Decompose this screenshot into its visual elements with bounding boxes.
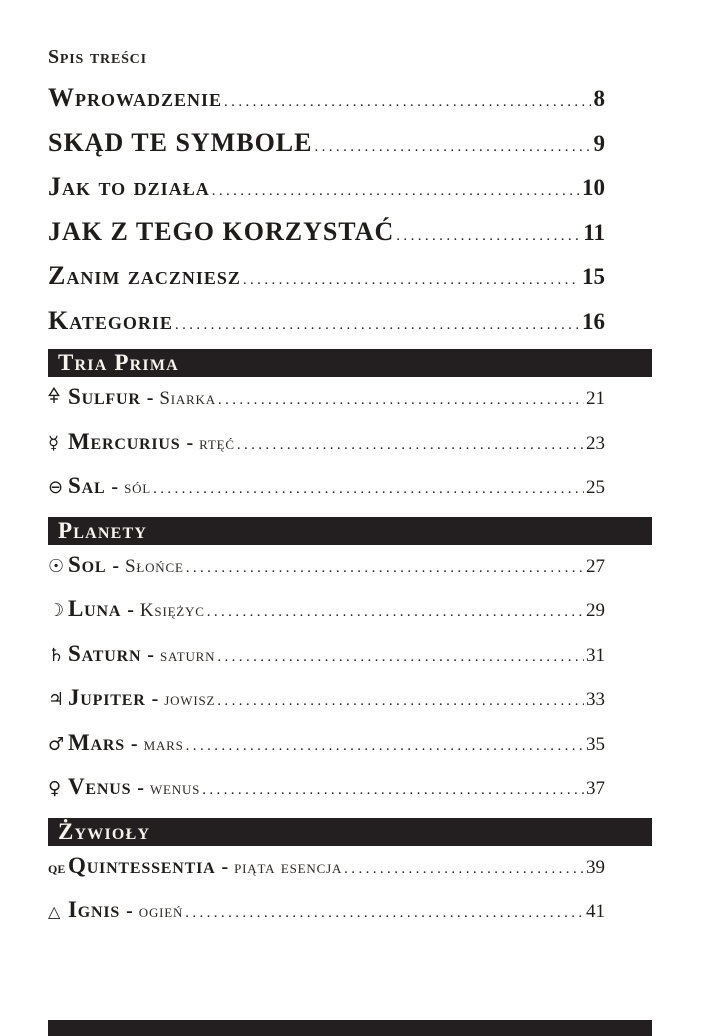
- toc-item-separator: -: [221, 855, 229, 878]
- toc-entry-title: Kategorie: [48, 305, 173, 335]
- toc-item-page-number: 41: [586, 901, 605, 922]
- toc-item-subtitle: ogień: [138, 901, 184, 922]
- dot-leader: [235, 436, 584, 454]
- salt-icon: ⊖: [48, 477, 64, 498]
- toc-item-subtitle: Siarka: [159, 388, 216, 409]
- section-list: [48, 349, 709, 938]
- toc-item: [48, 469, 605, 514]
- toc-entry-page-number: 9: [593, 130, 605, 156]
- mars-icon: ♂: [48, 733, 65, 755]
- dot-leader: [184, 559, 584, 577]
- toc-item-page-number: 39: [586, 856, 605, 878]
- dot-leader: [312, 138, 590, 156]
- toc-item-name: Sulfur: [68, 384, 141, 409]
- dot-leader: [173, 316, 579, 334]
- dot-leader: [241, 271, 579, 289]
- quintessence-icon: QE: [48, 861, 66, 876]
- toc-item-page-number: 29: [586, 600, 605, 621]
- dot-leader: [200, 781, 584, 799]
- dot-leader: [183, 904, 584, 922]
- toc-item-subtitle: saturn: [159, 644, 216, 666]
- toc-item-name: Quintessentia: [68, 852, 216, 878]
- toc-item-subtitle: rtęć: [199, 432, 235, 454]
- dot-leader: [342, 860, 584, 878]
- toc-item-name: Mercurius: [68, 428, 181, 454]
- toc-item-separator: -: [151, 688, 159, 710]
- toc-item-name: Ignis: [68, 897, 121, 922]
- toc-item-separator: -: [130, 732, 138, 755]
- section-header-bar: Żywioły: [48, 818, 652, 846]
- toc-page: [0, 45, 709, 1036]
- toc-entry-title: Jak to działa: [48, 172, 210, 201]
- toc-item-page-number: 33: [586, 689, 605, 710]
- moon-icon: ☽: [48, 600, 65, 621]
- toc-item-subtitle: wenus: [149, 778, 201, 799]
- dot-leader: [205, 603, 584, 621]
- mercury-icon: ☿: [48, 432, 60, 454]
- toc-item: [48, 726, 605, 771]
- toc-item: [48, 893, 605, 938]
- toc-item: [48, 637, 605, 682]
- toc-entry: [48, 79, 605, 124]
- toc-item-page-number: 31: [586, 644, 605, 666]
- toc-entry-page-number: 11: [583, 219, 605, 245]
- toc-item-page-number: 23: [586, 432, 605, 454]
- saturn-icon: ♄: [48, 644, 65, 666]
- toc-entry-title: Zanim zaczniesz: [48, 261, 241, 290]
- toc-item-name: Luna: [68, 596, 122, 621]
- toc-item-subtitle: jowisz: [164, 689, 216, 710]
- toc-item-page-number: 37: [586, 778, 605, 799]
- toc-item-page-number: 25: [586, 477, 605, 498]
- toc-item-separator: -: [112, 554, 119, 577]
- toc-entry-page-number: 16: [582, 308, 605, 334]
- toc-entry-page-number: 15: [582, 264, 605, 289]
- dot-leader: [184, 737, 584, 755]
- toc-item-separator: -: [127, 599, 134, 621]
- toc-item-page-number: 21: [586, 388, 605, 409]
- toc-item: [48, 425, 605, 470]
- dot-leader: [394, 227, 580, 245]
- sun-icon: ☉: [48, 555, 65, 577]
- fire-icon: △: [48, 902, 61, 921]
- toc-entry-page-number: 8: [593, 86, 605, 111]
- toc-item-separator: -: [146, 387, 154, 409]
- toc-item: [48, 380, 605, 425]
- chapter-list: [48, 79, 709, 346]
- toc-item-name: Sal: [68, 473, 106, 498]
- sulfur-icon: [48, 387, 68, 404]
- dot-leader: [210, 182, 579, 200]
- toc-item-name: Sol: [68, 551, 107, 577]
- toc-item-separator: -: [126, 900, 133, 922]
- toc-item-name: Saturn: [68, 640, 142, 666]
- toc-item-name: Jupiter: [68, 685, 146, 710]
- jupiter-icon: ♃: [48, 689, 65, 710]
- toc-entry: [48, 168, 605, 213]
- toc-item: [48, 770, 605, 815]
- dot-leader: [215, 692, 584, 710]
- dot-leader: [222, 93, 590, 111]
- next-section-bar-clipped: [48, 1020, 652, 1036]
- page-title: Spis treści: [48, 46, 147, 68]
- toc-item-subtitle: Słońce: [124, 555, 184, 577]
- toc-entry: [48, 257, 605, 302]
- dot-leader: [216, 391, 584, 409]
- section-header-bar: Planety: [48, 517, 652, 545]
- toc-item-page-number: 27: [586, 555, 605, 577]
- toc-entry-page-number: 10: [582, 175, 605, 200]
- venus-icon: ♀: [48, 778, 62, 799]
- toc-item-subtitle: piąta esencja: [234, 856, 343, 878]
- toc-item-separator: -: [111, 476, 119, 498]
- dot-leader: [151, 480, 584, 498]
- toc-item: [48, 849, 605, 894]
- toc-item-separator: -: [137, 777, 144, 799]
- toc-entry: [48, 213, 605, 258]
- toc-item-name: Mars: [68, 729, 125, 755]
- toc-entry-title: JAK Z TEGO KORZYSTAĆ: [48, 216, 395, 246]
- dot-leader: [215, 648, 584, 666]
- toc-item-subtitle: Księżyc: [139, 600, 205, 621]
- section-header-bar: Tria Prima: [48, 349, 652, 377]
- toc-item-page-number: 35: [586, 733, 605, 755]
- toc-item: [48, 592, 605, 637]
- toc-item-subtitle: mars: [143, 733, 184, 755]
- toc-item-subtitle: sól: [124, 477, 152, 498]
- toc-item: [48, 681, 605, 726]
- toc-entry: [48, 302, 605, 347]
- toc-entry-title: Wprowadzenie: [48, 83, 223, 112]
- toc-item-name: Venus: [68, 774, 132, 799]
- toc-item: [48, 548, 605, 593]
- toc-item-separator: -: [186, 431, 194, 454]
- toc-entry-title: SKĄD TE SYMBOLE: [48, 127, 313, 157]
- toc-entry: [48, 124, 605, 169]
- toc-item-separator: -: [147, 643, 154, 666]
